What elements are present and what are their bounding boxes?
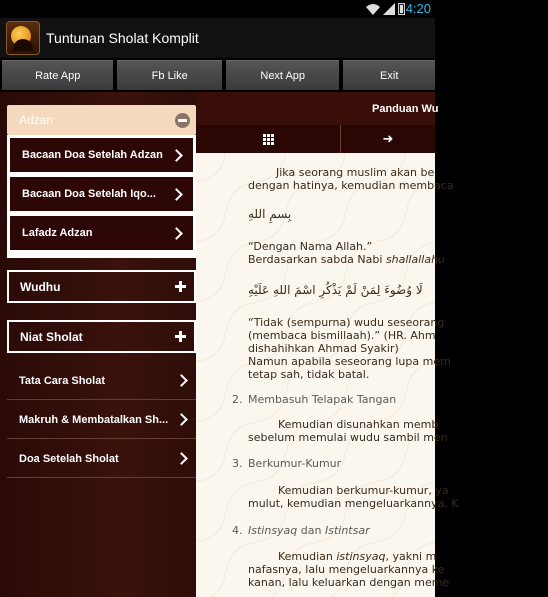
chevron-right-icon <box>175 452 188 465</box>
item-heading: Berkumur-Kumur <box>248 457 342 470</box>
drawer-item-label: Tata Cara Sholat <box>19 374 105 387</box>
wifi-icon <box>366 3 380 15</box>
text-line: sebelum memulai wudu sambil men <box>248 431 448 444</box>
grid-icon <box>263 134 274 145</box>
text-line: Namun apabila seseorang lupa mem <box>248 355 451 368</box>
text-line: “Dengan Nama Allah.” <box>248 240 373 253</box>
item-heading: Membasuh Telapak Tangan <box>248 393 397 406</box>
drawer-item-makruh[interactable] <box>7 401 196 439</box>
chevron-right-icon <box>175 374 188 387</box>
item-number: 3. <box>232 457 243 470</box>
text-line: “Tidak (sempurna) wudu seseorang <box>248 316 445 329</box>
next-page-button[interactable] <box>341 125 435 153</box>
chevron-right-icon <box>170 188 183 201</box>
text-line <box>248 253 445 266</box>
status-icons <box>366 3 405 15</box>
text-line: nafasnya, lalu mengeluarkannya ke <box>248 563 445 576</box>
top-button-row <box>0 58 435 92</box>
subitem-lafadz-adzan[interactable] <box>10 216 193 250</box>
group-wudhu-header[interactable] <box>7 270 196 303</box>
clock: 4:20 <box>405 1 431 16</box>
text-line: mulut, kemudian mengeluarkannya. K <box>248 497 459 510</box>
fb-like-button[interactable]: Fb Like <box>117 60 222 90</box>
drawer-item-tata-cara[interactable] <box>7 362 196 400</box>
subitem-doa-setelah-adzan[interactable] <box>10 138 193 172</box>
text-span: , yakni m <box>385 550 437 563</box>
next-app-button[interactable]: Next App <box>226 60 339 90</box>
text-line: kanan, lalu keluarkan dengan meme <box>248 576 450 589</box>
rate-app-button[interactable]: Rate App <box>2 60 113 90</box>
text-span: Kemudian <box>278 550 337 563</box>
expand-icon[interactable] <box>175 331 186 342</box>
numbered-heading <box>232 393 397 406</box>
item-number: 4. <box>232 524 243 537</box>
item-heading-part: Istinsyaq <box>248 524 298 537</box>
arrow-right-icon: ➜ <box>382 131 394 146</box>
app-logo-icon[interactable] <box>6 21 40 55</box>
arabic-line: لَا وُضُوءَ لِمَنْ لَمْ يَذْكُرِ اسْمَ اللهِ عَلَيْهِ <box>248 283 423 297</box>
app-title: Tuntunan Sholat Komplit <box>46 30 199 46</box>
collapse-icon[interactable] <box>175 113 190 128</box>
chevron-right-icon <box>170 149 183 162</box>
text-line: (membaca bismillaah).” (HR. Ahm <box>248 329 436 342</box>
arabic-line: بِسمِ اللهِ <box>248 207 292 221</box>
text-line: Jika seorang muslim akan be <box>276 166 435 179</box>
group-niat-header[interactable] <box>7 320 196 353</box>
group-adzan-label: Adzan <box>19 113 54 127</box>
subitem-doa-setelah-iqomah[interactable] <box>10 177 193 211</box>
item-heading-part: Istintsar <box>324 524 370 537</box>
text-span: Berdasarkan sabda Nabi <box>248 253 386 266</box>
subitem-label: Bacaan Doa Setelah Adzan <box>22 149 163 161</box>
subitem-label: Bacaan Doa Setelah Iqo... <box>22 188 156 200</box>
drawer-item-label: Doa Setelah Sholat <box>19 452 119 465</box>
text-line: Kemudian berkumur-kumur, ya <box>278 484 449 497</box>
status-bar <box>0 0 435 18</box>
content-title: Panduan Wu <box>196 92 435 125</box>
group-niat-label: Niat Sholat <box>20 329 83 344</box>
chevron-right-icon <box>175 413 188 426</box>
text-span-italic: istinsyaq <box>336 550 386 563</box>
grid-menu-button[interactable] <box>196 125 341 153</box>
text-line: dengan hatinya, kemudian membaca <box>248 179 454 192</box>
content-toolbar <box>196 125 435 153</box>
item-number: 2. <box>232 393 243 406</box>
text-span-italic: shallallahu <box>385 253 446 266</box>
content-panel <box>196 92 459 597</box>
expand-icon[interactable] <box>175 281 186 292</box>
subitem-label: Lafadz Adzan <box>22 227 93 239</box>
adzan-subpanel <box>7 135 196 258</box>
drawer-item-label: Makruh & Membatalkan Sh... <box>19 413 169 426</box>
text-line: tetap sah, tidak batal. <box>248 368 370 381</box>
numbered-heading <box>232 457 342 470</box>
exit-button[interactable]: Exit <box>343 60 435 90</box>
text-line <box>278 550 436 563</box>
text-line: Kemudian disunahkan memb <box>278 418 439 431</box>
chevron-right-icon <box>170 227 183 240</box>
battery-icon <box>398 3 405 15</box>
drawer-item-doa-setelah-sholat[interactable] <box>7 440 196 478</box>
group-wudhu-label: Wudhu <box>20 279 61 294</box>
item-heading-part: dan <box>297 524 325 537</box>
action-bar <box>0 18 435 58</box>
group-adzan-header[interactable] <box>7 105 196 135</box>
text-line: dishahihkan Ahmad Syakir) <box>248 342 399 355</box>
signal-icon <box>383 3 395 15</box>
numbered-heading <box>232 524 370 537</box>
nav-drawer <box>0 92 206 597</box>
